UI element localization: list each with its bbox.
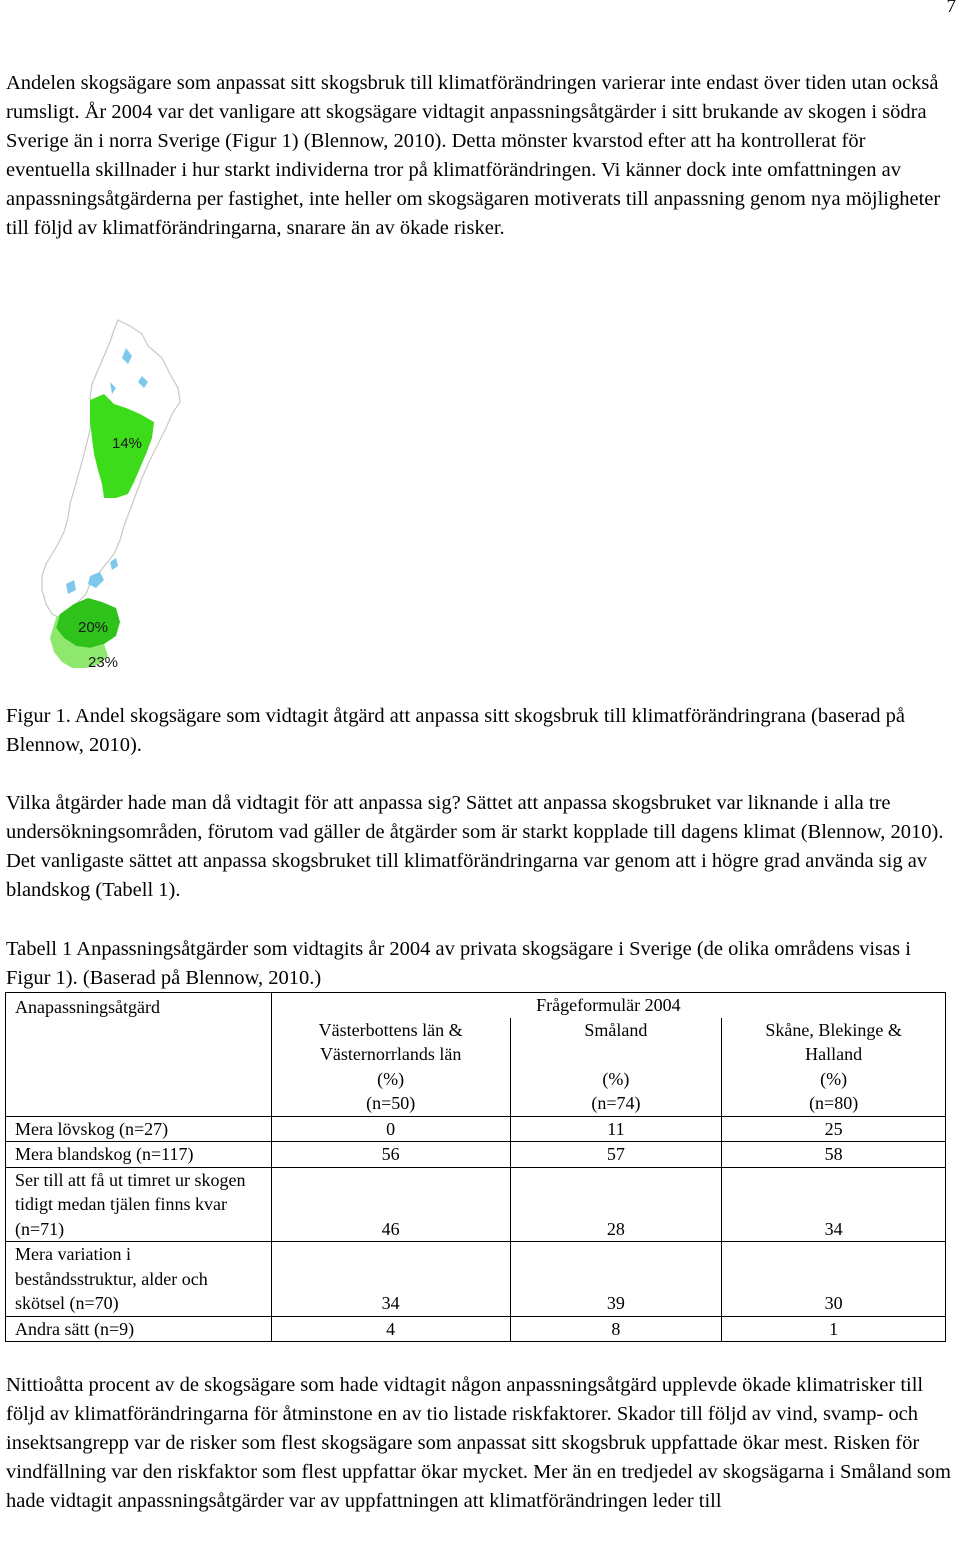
cell-value: 56 [271,1142,510,1168]
column-header-n: (n=74) [591,1093,641,1113]
cell-value: 1 [722,1316,946,1342]
paragraph-intro: Andelen skogsägare som anpassat sitt skogsbruk till klimatförändringen varierar inte endast över tiden utan också rumsligt. År 2004 var det vanligare att skogsägare vidtagit anpassningsåtgärder i sitt brukande av skogen i södra Sverige än i norra Sverige (Figur 1) (Blennow, 2010). Detta mönster kvarstod efter att ha kontrollerat för eventuella skillnader i hur starkt individerna tror på klimatförändringen. Vi känner dock inte omfattningen av anpassningsåtgärderna per fastighet, inte heller om skogsägaren motiverats till anpassning genom nya möjligheter till följd av klimatförändringarna, snarare än av ökade risker. [6,72,941,239]
column-header-n: (n=80) [809,1093,859,1113]
map-label-south: 23% [88,654,119,671]
paragraph-measures: Vilka åtgärder hade man då vidtagit för att anpassa sig? Sättet att anpassa skogsbruket var liknande i alla tre undersökningsområden, förutom vad gäller de åtgärder som är starkt kopplade till dagens klimat (Blennow, 2010). Det vanligaste sättet att anpassa skogsbruket till klimatförändringarna var genom att i högre grad använda sig av blandskog (Tabell 1). [6,792,944,901]
column-header-name: Skåne, Blekinge & [765,1019,902,1040]
figure-caption: Figur 1. Andel skogsägare som vidtagit åtgärd att anpassa sitt skogsbruk till klimatförändringrana (baserad på Blennow, 2010). [6,705,905,756]
table-row [6,1316,946,1342]
sweden-map [30,318,200,678]
map-label-smaland: 20% [78,619,109,636]
cell-value: 30 [722,1242,946,1317]
paragraph-risks: Nittioåtta procent av de skogsägare som hade vidtagit någon anpassningsåtgärd upplevde ökade klimatrisker till följd av klimatförändringarna för åtminstone en av tio listade riskfaktorer. Skador till följd av vind, svamp- och insektsangrepp var de risker som flest skogsägare som anpassat sitt skogsbruk uppfattade ökar mest. Risken för vindfällning var den riskfaktor som flest uppfattar ökar mycket. Mer än en tredjedel av skogsägarna i Småland som hade vidtagit anpassningsåtgärder var av uppfattningen att klimatförändringen leder till [6,1374,952,1512]
column-header-name: Halland [805,1044,863,1064]
cell-value: 39 [510,1242,722,1317]
cell-value: 34 [722,1167,946,1242]
column-header-name: Västerbottens län & [318,1019,463,1040]
column-header [271,1018,510,1117]
column-header-name: Västernorrlands län [319,1044,462,1064]
cell-value: 46 [271,1167,510,1242]
row-label: Mera lövskog (n=27) [6,1116,272,1142]
cell-value: 58 [722,1142,946,1168]
column-header [510,1018,722,1117]
cell-value: 34 [271,1242,510,1317]
table-caption: Tabell 1 Anpassningsåtgärder som vidtagits år 2004 av privata skogsägare i Sverige (de olika områdens visas i Figur 1). (Baserad på Blennow, 2010.) [6,938,911,989]
map-label-north: 14% [112,435,143,452]
table-row [6,1142,946,1168]
column-header-unit: (%) [377,1068,405,1089]
column-header [722,1018,946,1117]
lake [110,558,118,570]
measures-table [5,992,946,1342]
cell-value: 8 [510,1316,722,1342]
row-label: Mera blandskog (n=117) [6,1142,272,1168]
table-row [6,1167,946,1242]
column-header-n: (n=50) [366,1093,416,1113]
cell-value: 28 [510,1167,722,1242]
table-header-group-row [6,993,946,1018]
cell-value: 25 [722,1116,946,1142]
table-group-header: Frågeformulär 2004 [271,993,945,1018]
row-label: Ser till att få ut timret ur skogen tidigt medan tjälen finns kvar (n=71) [6,1167,272,1242]
column-header-unit: (%) [602,1068,630,1089]
column-header-unit: (%) [820,1068,848,1089]
page-number: 7 [946,0,956,17]
row-label: Mera variation i beståndsstruktur, alder och skötsel (n=70) [6,1242,272,1317]
row-label: Andra sätt (n=9) [6,1316,272,1342]
cell-value: 57 [510,1142,722,1168]
table-corner-header: Anapassningsåtgärd [6,993,272,1117]
column-header-name: Småland [584,1019,648,1040]
cell-value: 11 [510,1116,722,1142]
column-header-name [511,1042,722,1067]
table-row [6,1116,946,1142]
cell-value: 4 [271,1316,510,1342]
cell-value: 0 [271,1116,510,1142]
table-row [6,1242,946,1317]
